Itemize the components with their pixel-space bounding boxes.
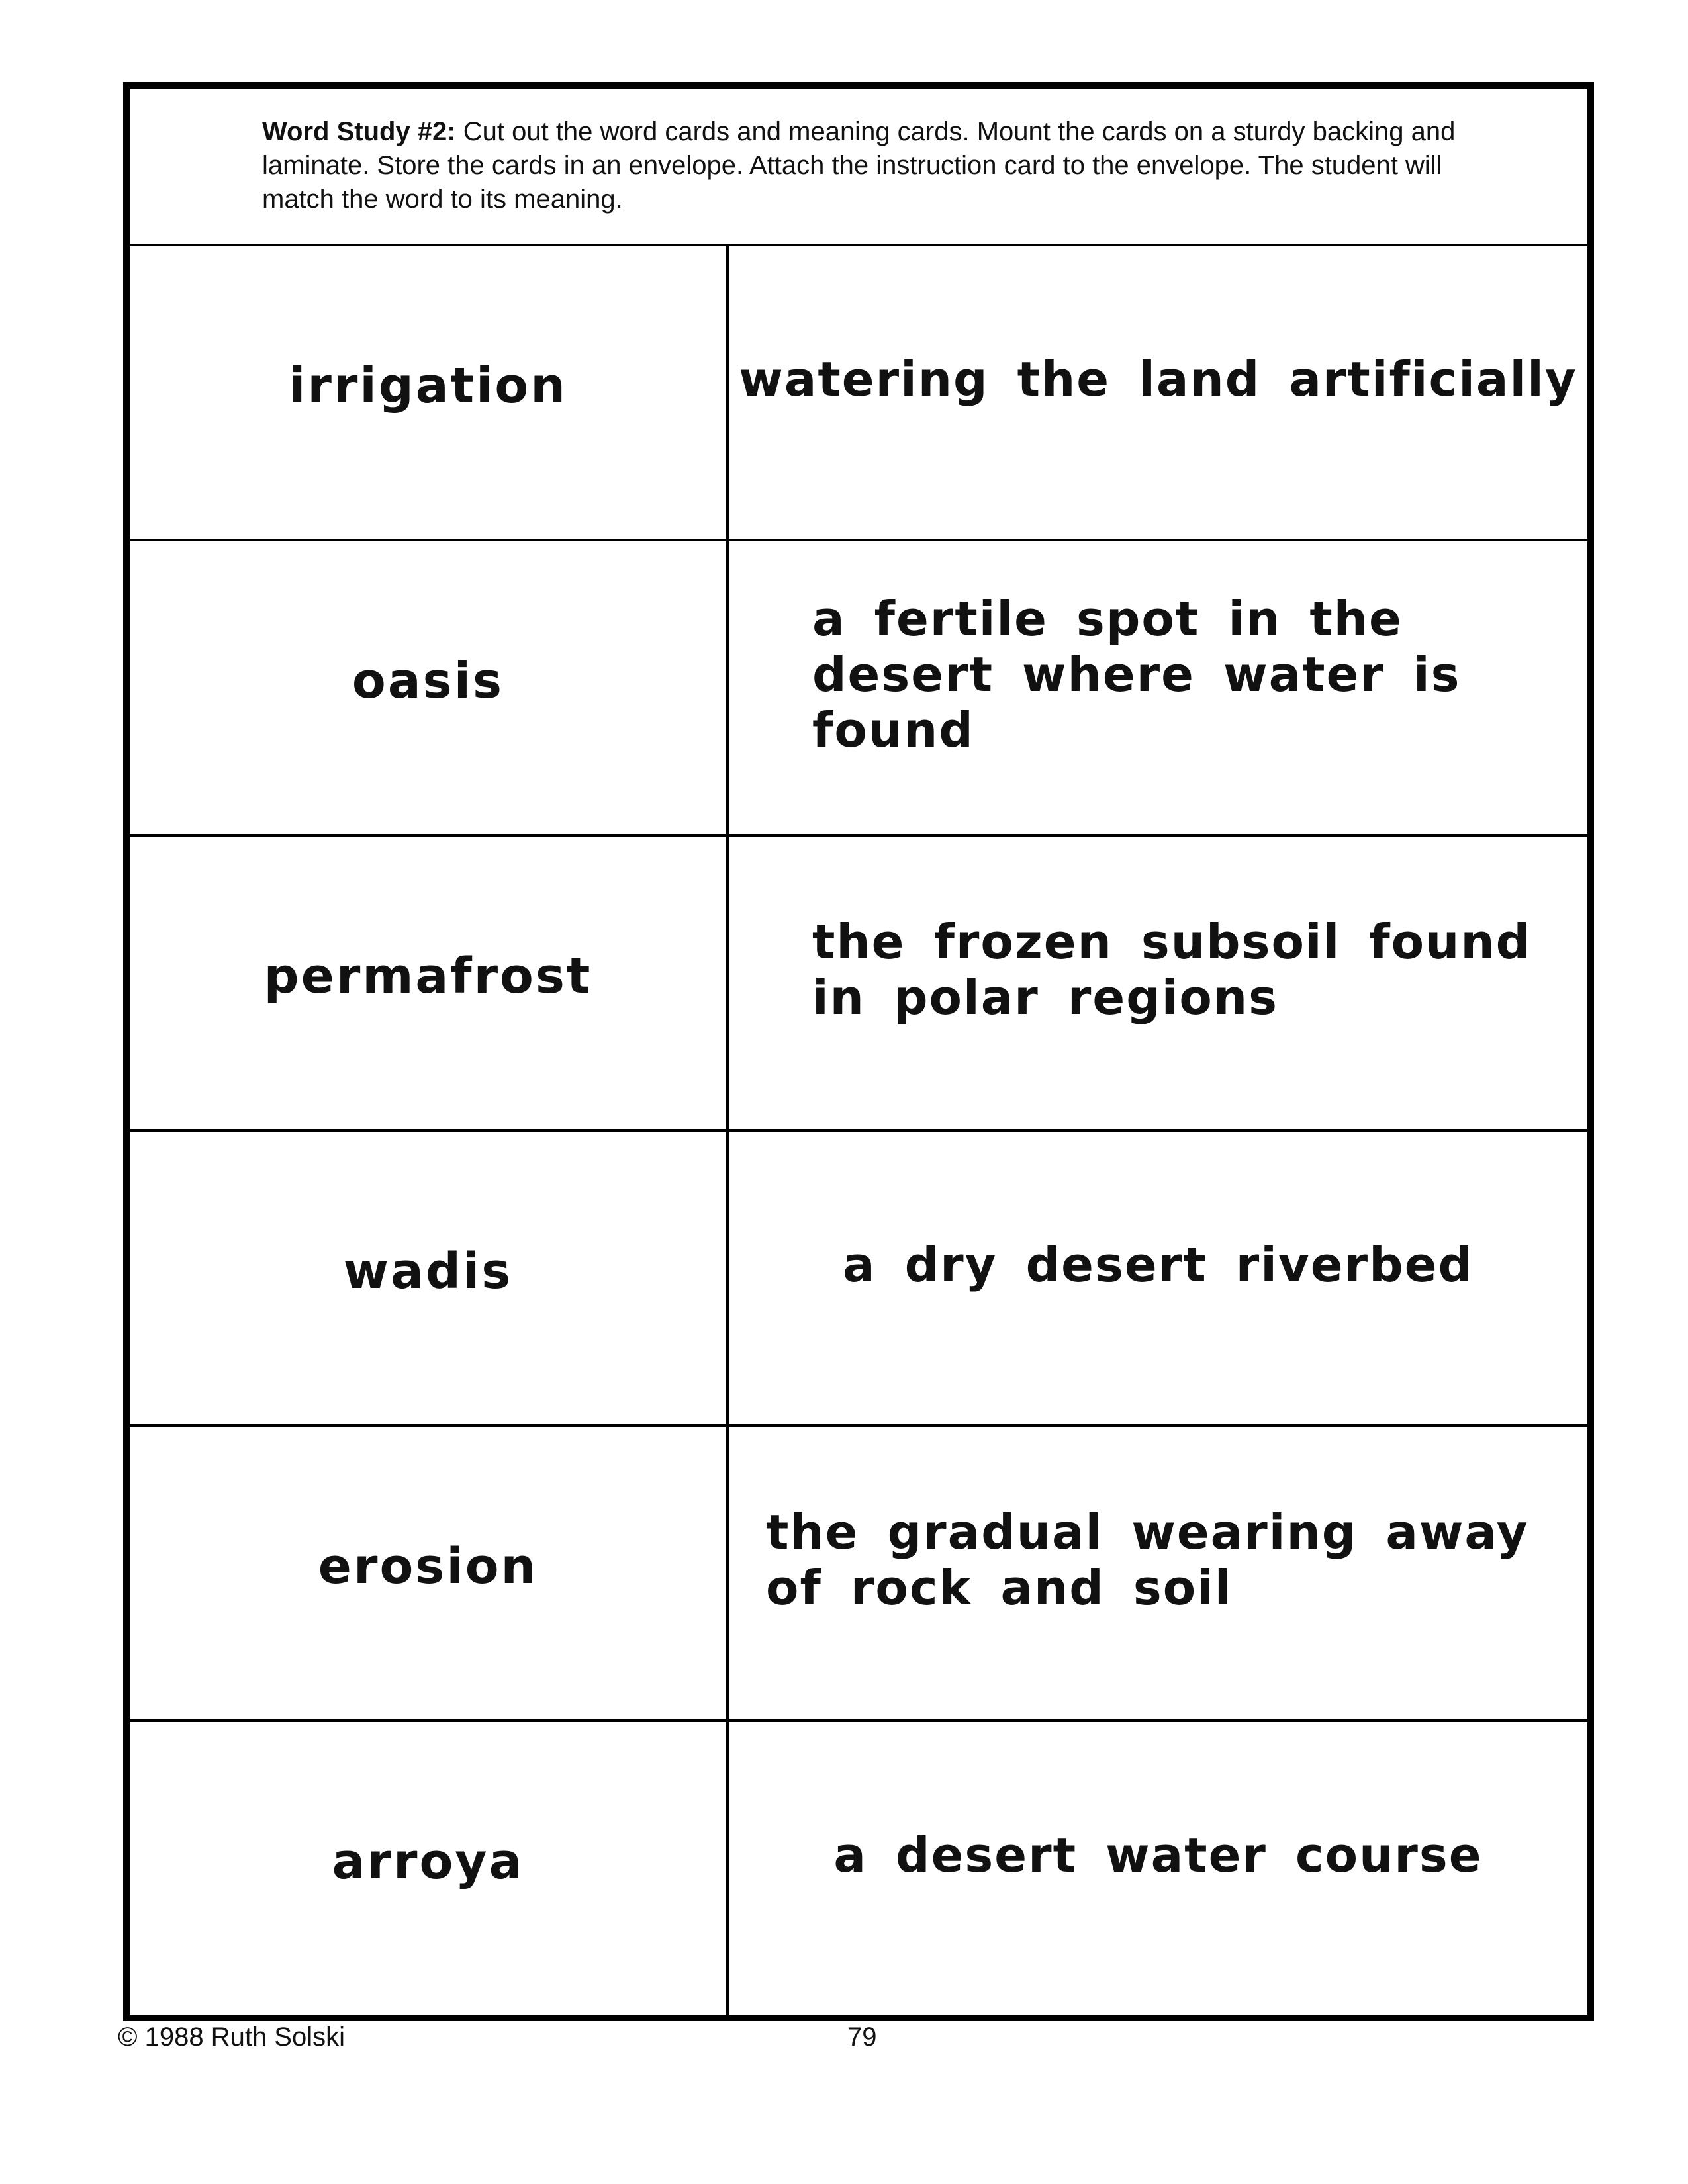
word-card (130, 1132, 729, 1424)
page-number: 79 (847, 2023, 877, 2052)
card-row (130, 837, 1587, 1132)
card-row (130, 1427, 1587, 1722)
meaning-card (729, 1132, 1587, 1424)
instruction-card (130, 89, 1587, 246)
meaning-card (729, 1722, 1587, 2015)
card-grid (130, 246, 1587, 2015)
meaning-card (729, 837, 1587, 1129)
word-card (130, 837, 729, 1129)
word-card-text: oasis (352, 653, 504, 709)
meaning-card (729, 1427, 1587, 1719)
card-row (130, 1132, 1587, 1427)
word-card-text: wadis (343, 1243, 513, 1300)
meaning-card-text: a fertile spot in the desert where water is found (812, 591, 1461, 758)
card-row (130, 541, 1587, 837)
instruction-text: Cut out the word cards and meaning cards. Mount the cards on a sturdy backing and laminate. Store the cards in an envelope. Attach the instruction card to the envelope. The student will match the word to its meaning. (262, 117, 1456, 214)
meaning-card-text: a dry desert riverbed (842, 1237, 1474, 1293)
instruction-heading: Word Study #2: (262, 117, 456, 146)
word-card (130, 541, 729, 834)
card-row (130, 246, 1587, 541)
word-card-text: arroya (332, 1833, 524, 1890)
word-card (130, 246, 729, 539)
word-card-text: irrigation (289, 357, 567, 414)
card-row (130, 1722, 1587, 2015)
word-study-sheet (123, 82, 1594, 2021)
meaning-card-text: the frozen subsoil found in polar regions (812, 914, 1532, 1025)
meaning-card (729, 246, 1587, 539)
meaning-card-text: watering the land artificially (739, 351, 1577, 407)
word-card (130, 1722, 729, 2015)
word-card-text: erosion (318, 1538, 538, 1595)
meaning-card-text: a desert water course (833, 1827, 1483, 1883)
copyright-notice: © 1988 Ruth Solski (118, 2023, 345, 2052)
meaning-card-text: the gradual wearing away of rock and soil (766, 1504, 1529, 1615)
word-card (130, 1427, 729, 1719)
meaning-card (729, 541, 1587, 834)
word-card-text: permafrost (263, 948, 592, 1005)
